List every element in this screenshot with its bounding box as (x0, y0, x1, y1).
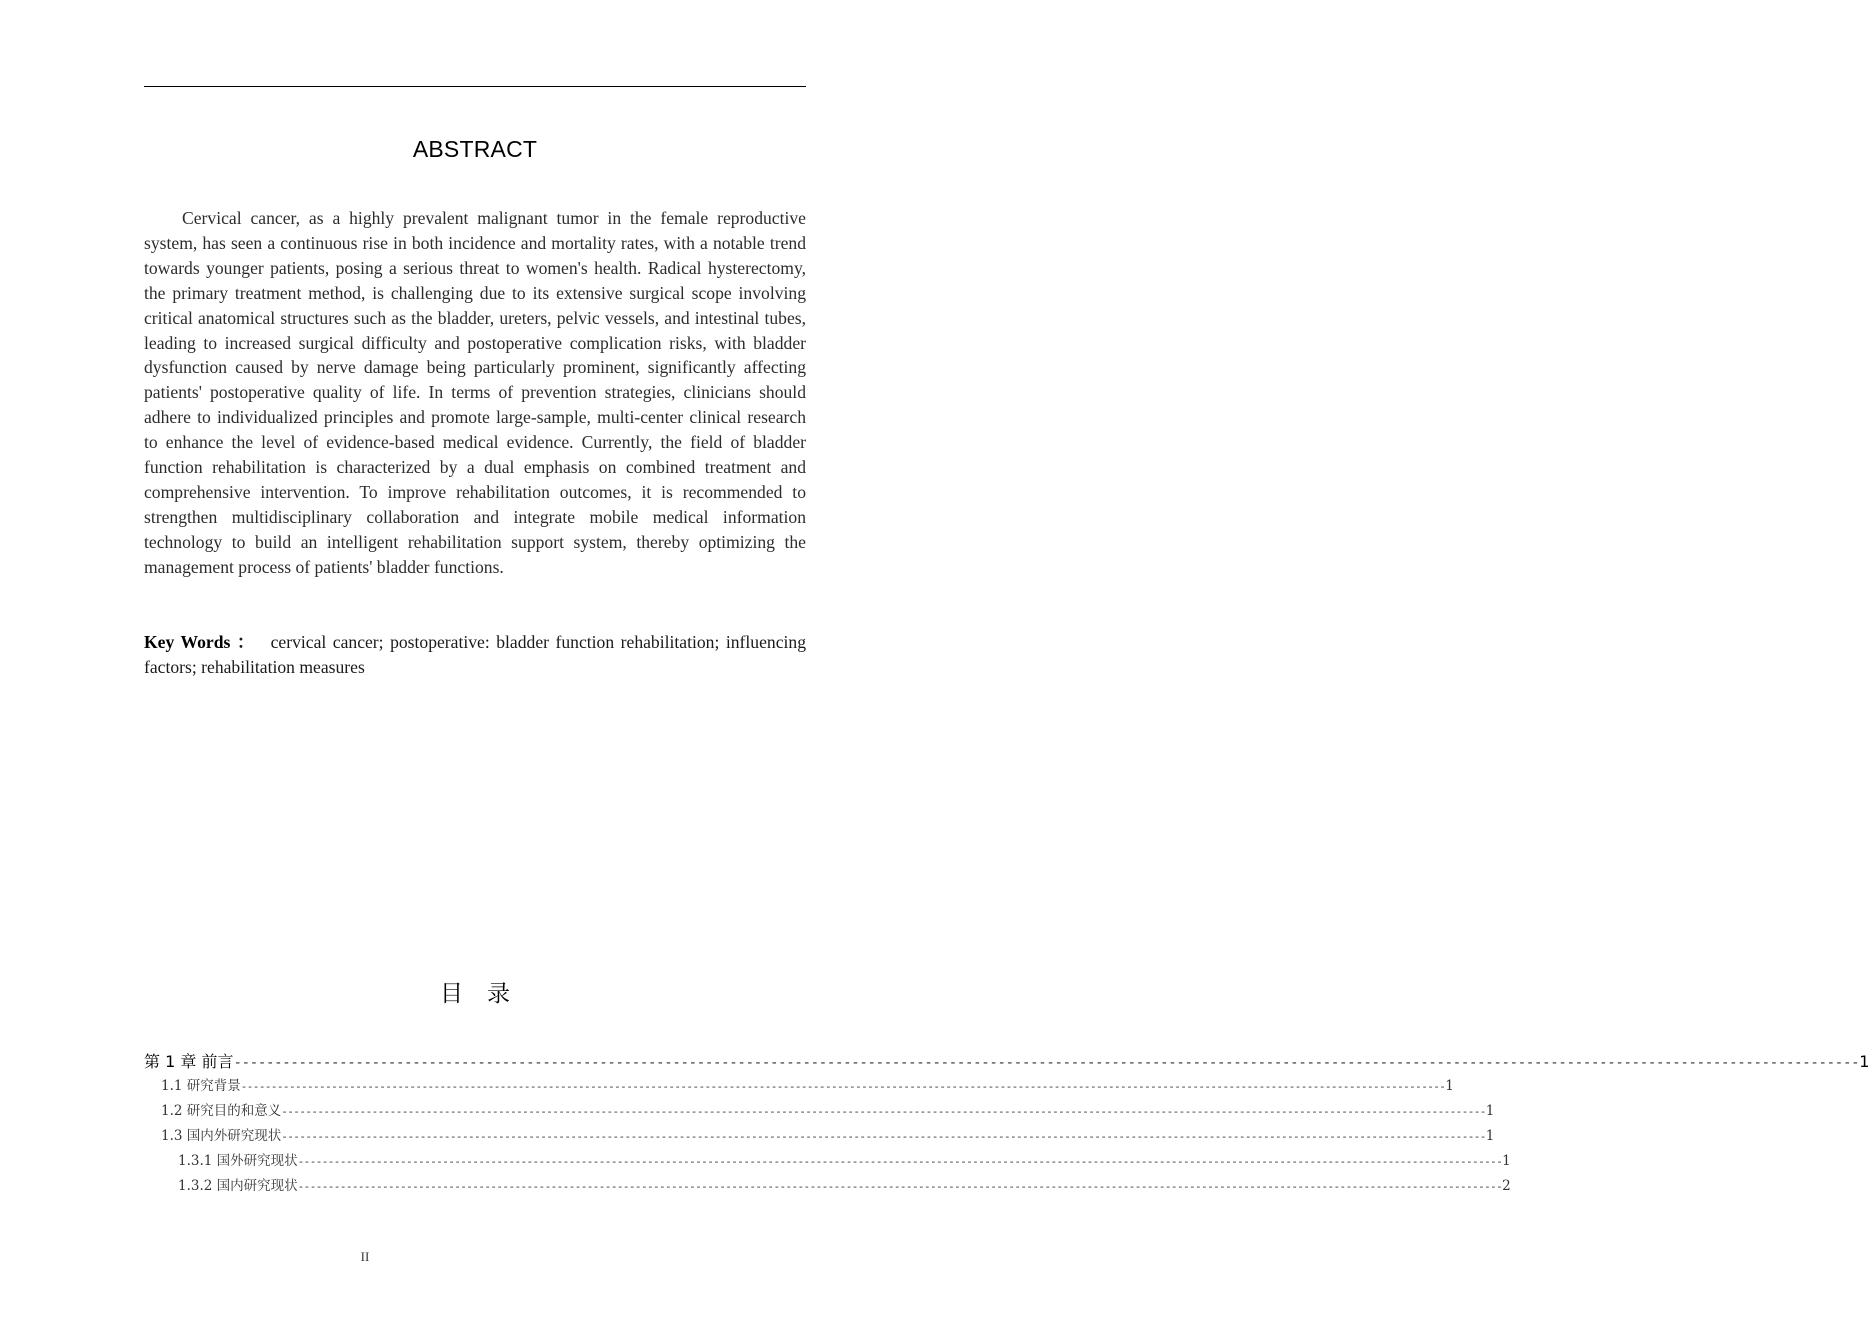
toc-entry-page: 1 (1486, 1124, 1495, 1149)
toc-entry-page: 1 (1502, 1149, 1511, 1174)
toc-entry-1-3[interactable] (161, 1124, 1495, 1149)
keywords-paragraph (144, 630, 806, 680)
toc-entry-title: 1.3.1 国外研究现状 (178, 1149, 298, 1174)
header-rule (144, 86, 806, 87)
table-of-contents (0, 1049, 1869, 1199)
keywords-text: cervical cancer; postoperative: bladder function rehabilitation; influencing factors; rehabilitation measures (144, 632, 806, 677)
abstract-body: Cervical cancer, as a highly prevalent malignant tumor in the female reproductive system, has seen a continuous rise in both incidence and mortality rates, with a notable trend towards younger patients, posing a serious threat to women's health. Radical hysterectomy, the primary treatment method, is challenging due to its extensive surgical scope involving critical anatomical structures such as the bladder, ureters, pelvic vessels, and intestinal tubes, leading to increased surgical difficulty and postoperative complication risks, with bladder dysfunction caused by nerve damage being particularly prominent, significantly affecting patients' postoperative quality of life. In terms of prevention strategies, clinicians should adhere to individualized principles and promote large-sample, multi-center clinical research to enhance the level of evidence-based medical evidence. Currently, the field of bladder function rehabilitation is characterized by a dual emphasis on combined treatment and comprehensive intervention. To improve rehabilitation outcomes, it is recommended to strengthen multidisciplinary collaboration and integrate mobile medical information technology to build an intelligent rehabilitation support system, thereby optimizing the management process of patients' bladder functions. (144, 208, 806, 577)
page-number: II (360, 1249, 370, 1264)
toc-leader: -------------------------------------------------------------------------------------------------------------------------------------------------------------------------------------------------------- (233, 1055, 1860, 1071)
toc-entry-page: 2 (1502, 1174, 1511, 1199)
toc-entry-1-3-1[interactable] (178, 1149, 1511, 1174)
abstract-heading: ABSTRACT (412, 136, 538, 162)
toc-entry-chapter-1[interactable] (144, 1049, 1869, 1074)
toc-entry-title: 1.3.2 国内研究现状 (178, 1174, 298, 1199)
toc-leader: -------------------------------------------------------------------------------------------------------------------------------------------------------------------------------------------------------- (281, 1130, 1486, 1143)
toc-entry-page: 1 (1486, 1099, 1495, 1124)
toc-entry-title: 1.2 研究目的和意义 (161, 1099, 281, 1124)
toc-entry-1-1[interactable] (161, 1074, 1454, 1099)
toc-heading (0, 978, 950, 1010)
toc-heading-char-1: 目 (440, 981, 463, 1007)
toc-entry-title: 第 1 章 前言 (144, 1049, 233, 1074)
toc-leader: -------------------------------------------------------------------------------------------------------------------------------------------------------------------------------------------------------- (297, 1155, 1503, 1168)
toc-entry-1-3-2[interactable] (178, 1174, 1511, 1199)
toc-leader: -------------------------------------------------------------------------------------------------------------------------------------------------------------------------------------------------------- (240, 1080, 1446, 1093)
keywords-label: Key Words (144, 632, 231, 652)
toc-entry-title: 1.3 国内外研究现状 (161, 1124, 281, 1149)
toc-entry-1-2[interactable] (161, 1099, 1495, 1124)
toc-entry-page: 1 (1859, 1049, 1869, 1074)
toc-entry-page: 1 (1445, 1074, 1454, 1099)
keywords-separator: ： (236, 632, 257, 652)
toc-heading-char-2: 录 (487, 981, 510, 1007)
toc-entry-title: 1.1 研究背景 (161, 1074, 241, 1099)
toc-leader: -------------------------------------------------------------------------------------------------------------------------------------------------------------------------------------------------------- (297, 1180, 1503, 1193)
toc-leader: -------------------------------------------------------------------------------------------------------------------------------------------------------------------------------------------------------- (281, 1105, 1486, 1118)
